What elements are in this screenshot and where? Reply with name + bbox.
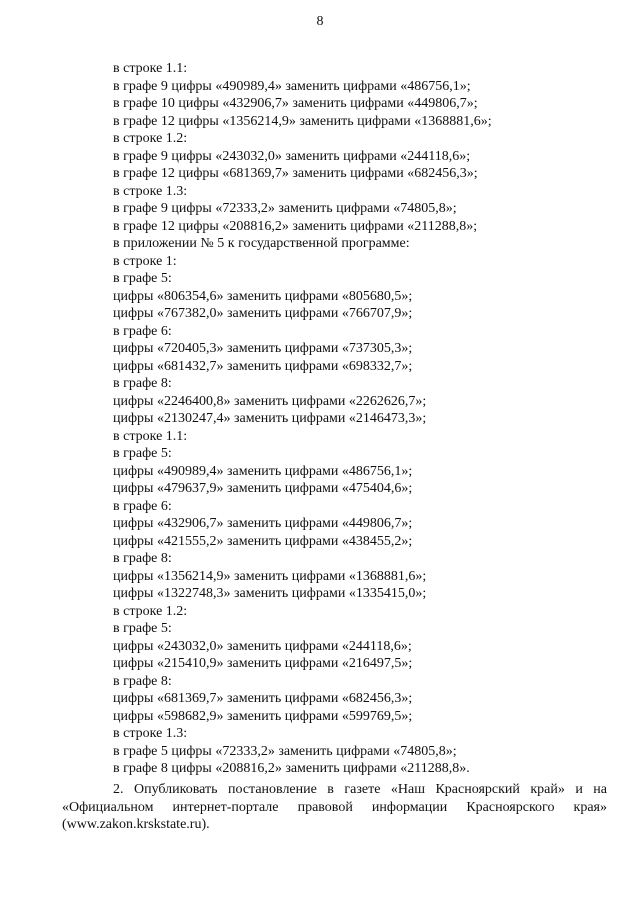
amendment-line: в строке 1.2:	[113, 603, 188, 619]
amendment-line: в графе 8:	[113, 376, 172, 391]
page-number: 8	[316, 14, 324, 29]
amendment-line: в графе 12 цифры «208816,2» заменить цифрами «211288,8»;	[113, 218, 478, 234]
amendment-line: в строке 1.2:	[113, 131, 188, 146]
amendment-line: цифры «432906,7» заменить цифрами «449806,7»;	[113, 516, 413, 531]
amendment-line: цифры «215410,9» заменить цифрами «216497,5»;	[113, 656, 413, 671]
amendment-line: в графе 9 цифры «72333,2» заменить цифрами «74805,8»;	[113, 201, 457, 216]
amendment-line: в графе 12 цифры «681369,7» заменить цифрами «682456,3»;	[113, 166, 478, 181]
amendment-line: цифры «421555,2» заменить цифрами «438455,2»;	[113, 533, 413, 549]
amendment-line: в графе 9 цифры «243032,0» заменить цифрами «244118,6»;	[113, 148, 471, 164]
amendment-line: в графе 10 цифры «432906,7» заменить цифрами «449806,7»;	[113, 96, 478, 111]
amendment-line: в графе 12 цифры «1356214,9» заменить цифрами «1368881,6»;	[113, 113, 492, 129]
amendment-lines	[113, 60, 603, 778]
amendment-line: в графе 8 цифры «208816,2» заменить цифрами «211288,8».	[113, 761, 470, 776]
amendment-line: в графе 8:	[113, 551, 172, 566]
amendment-line: цифры «2130247,4» заменить цифрами «2146473,3»;	[113, 411, 427, 426]
amendment-line: цифры «479637,9» заменить цифрами «475404,6»;	[113, 481, 413, 496]
amendment-line: цифры «243032,0» заменить цифрами «244118,6»;	[113, 638, 412, 654]
amendment-line: цифры «598682,9» заменить цифрами «599769,5»;	[113, 708, 413, 724]
amendment-line: в графе 9 цифры «490989,4» заменить цифрами «486756,1»;	[113, 78, 471, 94]
amendment-line: в строке 1.3:	[113, 183, 188, 199]
amendment-line: цифры «1356214,9» заменить цифрами «1368881,6»;	[113, 568, 427, 584]
amendment-line: в строке 1.1:	[113, 428, 188, 444]
amendment-line: в графе 6:	[113, 498, 172, 514]
amendment-line: в графе 5:	[113, 271, 172, 286]
amendment-line: цифры «490989,4» заменить цифрами «486756,1»;	[113, 463, 413, 479]
amendment-line: цифры «681432,7» заменить цифрами «698332,7»;	[113, 358, 413, 374]
amendment-line: цифры «2246400,8» заменить цифрами «2262626,7»;	[113, 393, 427, 409]
amendment-line: в графе 5:	[113, 446, 172, 461]
amendment-line: в строке 1.1:	[113, 61, 188, 76]
amendment-line: в приложении № 5 к государственной программе:	[113, 236, 410, 251]
publication-paragraph: 2. Опубликовать постановление в газете «Наш Красноярский край» и на «Официальном интернет-портале правовой информации Красноярского края» (www.zakon.krskstate.ru).	[62, 782, 607, 832]
amendment-line: в строке 1:	[113, 253, 177, 269]
amendment-line: цифры «720405,3» заменить цифрами «737305,3»;	[113, 341, 413, 356]
amendment-line: в графе 6:	[113, 323, 172, 339]
amendment-line: в строке 1.3:	[113, 726, 188, 741]
amendment-line: в графе 8:	[113, 673, 172, 689]
amendment-line: цифры «681369,7» заменить цифрами «682456,3»;	[113, 691, 413, 706]
amendment-line: цифры «1322748,3» заменить цифрами «1335415,0»;	[113, 586, 427, 601]
amendment-line: в графе 5:	[113, 621, 172, 636]
amendment-line: цифры «806354,6» заменить цифрами «805680,5»;	[113, 288, 413, 304]
amendment-line: в графе 5 цифры «72333,2» заменить цифрами «74805,8»;	[113, 743, 457, 759]
amendment-line: цифры «767382,0» заменить цифрами «766707,9»;	[113, 306, 413, 321]
